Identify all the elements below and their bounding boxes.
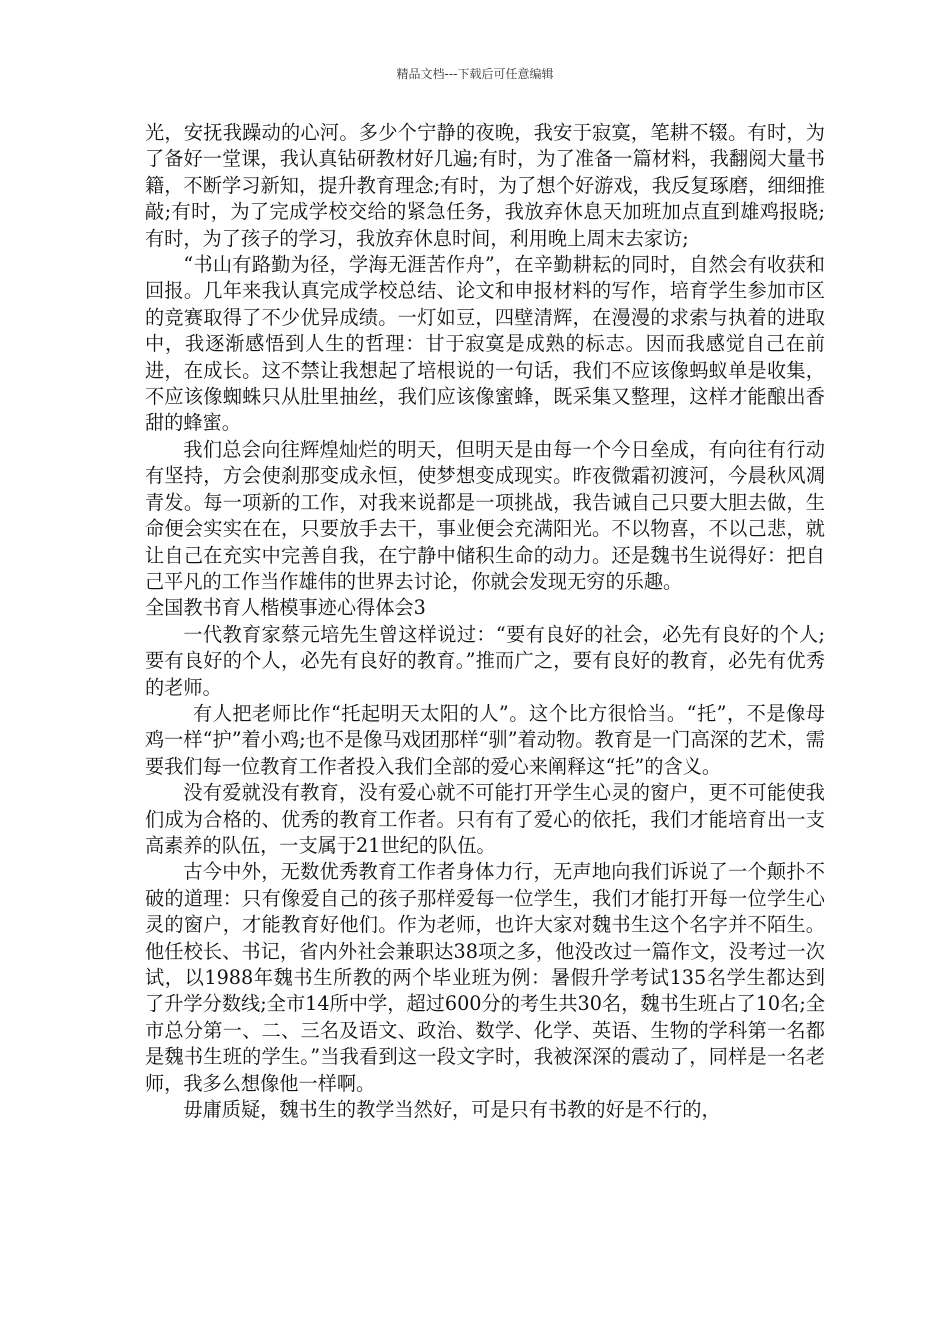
paragraph-8: 毋庸质疑，魏书生的教学当然好，可是只有书教的好是不行的，: [183, 1098, 721, 1122]
document-body: [145, 120, 825, 1123]
paragraph-7: 古今中外，无数优秀教育工作者身体力行，无声地向我们诉说了一个颠扑不破的道理：只有像爱自己的孩子那样爱每一位学生，我们才能打开每一位学生心灵的窗户，才能教育好他们。作为老师，也许大家对魏书生这个名字并不陌生。他任校长、书记，省内外社会兼职达38项之多，他没改过一篇作文，没考过一次试，以1988年魏书生所教的两个毕业班为例：暑假升学考试135名学生都达到了升学分数线;全市14所中学，超过600分的考生共30名，魏书生班占了10名;全市总分第一、二、三名及语文、政治、数学、化学、英语、生物的学科第一名都是魏书生班的学生。”当我看到这一段文字时，我被深深的震动了，同样是一名老师，我多么想像他一样啊。: [145, 860, 825, 1095]
paragraph-1: 光，安抚我躁动的心河。多少个宁静的夜晚，我安于寂寞，笔耕不辍。有时，为了备好一堂课，我认真钻研教材好几遍;有时，为了准备一篇材料，我翻阅大量书籍，不断学习新知，提升教育理念;有时，为了想个好游戏，我反复琢磨，细细推敲;有时，为了完成学校交给的紧急任务，我放弃休息天加班加点直到雄鸡报晓;有时，为了孩子的学习，我放弃休息时间，利用晚上周末去家访;: [145, 121, 825, 250]
paragraph-3: 我们总会向往辉煌灿烂的明天，但明天是由每一个今日垒成，有向往有行动有坚持，方会使刹那变成永恒，使梦想变成现实。昨夜微霜初渡河，今晨秋风凋青发。每一项新的工作，对我来说都是一项挑战，我告诫自己只要大胆去做，生命便会实实在在，只要放手去干，事业便会充满阳光。不以物喜，不以己悲，就让自己在充实中完善自我，在宁静中储积生命的动力。还是魏书生说得好：把自己平凡的工作当作雄伟的世界去讨论，你就会发现无穷的乐趣。: [145, 437, 825, 593]
paragraph-6: 没有爱就没有教育，没有爱心就不可能打开学生心灵的窗户，更不可能使我们成为合格的、优秀的教育工作者。只有有了爱心的依托，我们才能培育出一支高素养的队伍，一支属于21世纪的队伍。: [145, 781, 825, 857]
paragraph-4: 一代教育家蔡元培先生曾这样说过：“要有良好的社会，必先有良好的个人;要有良好的个人，必先有良好的教育。”推而广之，要有良好的教育，必先有优秀的老师。: [145, 622, 825, 699]
page-header-watermark: 精品文档---下载后可任意编辑: [396, 67, 554, 81]
paragraph-5: 有人把老师比作“托起明天太阳的人”。这个比方很恰当。“托”，不是像母鸡一样“护”着小鸡;也不是像马戏团那样“驯”着动物。教育是一门高深的艺术，需要我们每一位教育工作者投入我们全部的爱心来阐释这“托”的含义。: [145, 701, 825, 778]
paragraph-2: “书山有路勤为径，学海无涯苦作舟”，在辛勤耕耘的同时，自然会有收获和回报。几年来我认真完成学校总结、论文和申报材料的写作，培育学生参加市区的竞赛取得了不少优异成绩。一灯如豆，四壁清辉，在漫漫的求索与执着的进取中，我逐渐感悟到人生的哲理：甘于寂寞是成熟的标志。因而我感觉自己在前进，在成长。这不禁让我想起了培根说的一句话，我们不应该像蚂蚁单是收集，不应该像蜘蛛只从肚里抽丝，我们应该像蜜蜂，既采集又整理，这样才能酿出香甜的蜂蜜。: [145, 253, 825, 435]
section-title: 全国教书育人楷模事迹心得体会3: [145, 596, 426, 620]
